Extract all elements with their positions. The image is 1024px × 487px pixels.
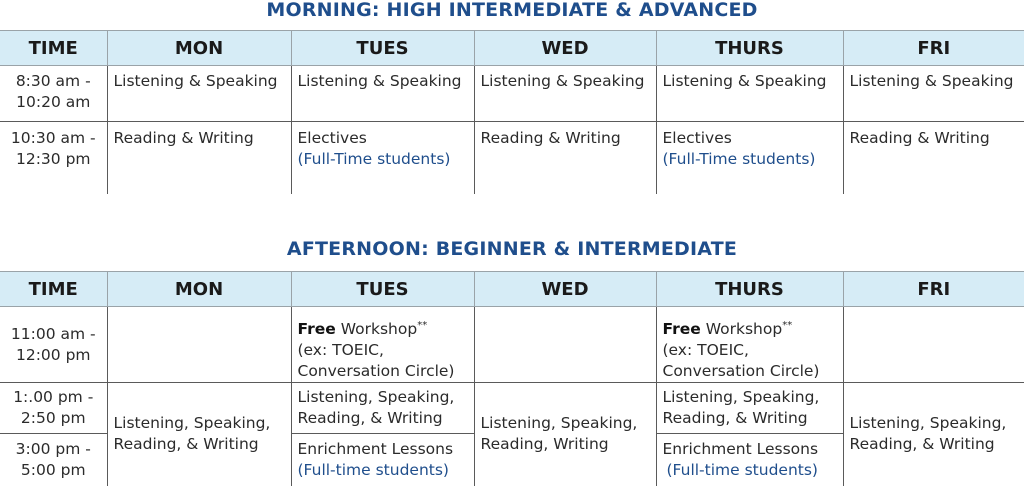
tues-cell bbox=[291, 434, 474, 486]
tues-cell: Listening & Speaking bbox=[291, 66, 474, 122]
header-fri: FRI bbox=[843, 31, 1024, 66]
header-time: TIME bbox=[0, 272, 107, 307]
workshop-line bbox=[298, 315, 468, 340]
free-label: Free bbox=[662, 320, 701, 339]
course-line: Listening, Speaking, bbox=[297, 388, 455, 407]
course-line: Reading, & Writing bbox=[113, 435, 259, 454]
course-line: Listening, Speaking, bbox=[480, 414, 638, 433]
course-line: Listening, Speaking, bbox=[113, 414, 271, 433]
full-time-note: (Full-time students) bbox=[666, 460, 818, 479]
time-cell bbox=[0, 434, 107, 486]
workshop-label: Workshop bbox=[340, 320, 418, 339]
table-row bbox=[0, 307, 1024, 383]
thurs-cell bbox=[656, 122, 843, 194]
morning-schedule-table bbox=[0, 30, 1024, 194]
header-tues: TUES bbox=[291, 272, 474, 307]
time-end: 12:00 pm bbox=[15, 345, 91, 364]
time-start: 11:00 am - bbox=[10, 324, 96, 343]
course-line: Listening, Speaking, bbox=[849, 414, 1007, 433]
wed-cell bbox=[474, 383, 656, 486]
full-time-note: (Full-time students) bbox=[297, 460, 449, 479]
time-cell bbox=[0, 66, 107, 122]
thurs-cell bbox=[656, 307, 843, 383]
header-row bbox=[0, 272, 1024, 307]
mon-cell: Reading & Writing bbox=[107, 122, 291, 194]
time-end: 2:50 pm bbox=[20, 409, 86, 428]
workshop-label: Workshop bbox=[705, 320, 783, 339]
workshop-example: (ex: TOEIC, bbox=[297, 341, 384, 360]
time-start: 3:00 pm - bbox=[15, 439, 91, 458]
morning-section-title: MORNING: HIGH INTERMEDIATE & ADVANCED bbox=[266, 0, 758, 21]
time-cell bbox=[0, 122, 107, 194]
header-wed: WED bbox=[474, 272, 656, 307]
full-time-note: (Full-Time students) bbox=[297, 150, 451, 168]
afternoon-section-title: AFTERNOON: BEGINNER & INTERMEDIATE bbox=[286, 238, 738, 260]
thurs-cell bbox=[656, 434, 843, 486]
time-start: 1:.00 pm - bbox=[13, 388, 94, 407]
workshop-line bbox=[663, 315, 837, 340]
header-time: TIME bbox=[0, 31, 107, 66]
header-fri: FRI bbox=[843, 272, 1024, 307]
header-mon: MON bbox=[107, 272, 291, 307]
fri-cell: Reading & Writing bbox=[843, 122, 1024, 194]
time-end: 10:20 am bbox=[16, 93, 91, 111]
course-label: Electives bbox=[662, 129, 732, 147]
course-line: Reading, & Writing bbox=[662, 409, 808, 428]
time-end: 12:30 pm bbox=[15, 150, 91, 168]
header-tues: TUES bbox=[291, 31, 474, 66]
enrichment-label: Enrichment Lessons bbox=[662, 439, 819, 458]
mon-cell bbox=[107, 383, 291, 486]
thurs-cell bbox=[656, 383, 843, 434]
time-start: 10:30 am - bbox=[10, 129, 96, 147]
course-line: Reading, & Writing bbox=[297, 409, 443, 428]
fri-cell bbox=[843, 307, 1024, 383]
header-thurs: THURS bbox=[656, 272, 843, 307]
tues-cell bbox=[291, 307, 474, 383]
footnote-mark: ** bbox=[782, 320, 793, 331]
workshop-example: Conversation Circle) bbox=[662, 362, 820, 381]
header-wed: WED bbox=[474, 31, 656, 66]
course-line: Reading, Writing bbox=[480, 435, 609, 454]
time-cell bbox=[0, 383, 107, 434]
tues-cell bbox=[291, 122, 474, 194]
workshop-example: (ex: TOEIC, bbox=[662, 341, 749, 360]
fri-cell bbox=[843, 383, 1024, 486]
course-line: Listening, Speaking, bbox=[662, 388, 820, 407]
free-label: Free bbox=[297, 320, 336, 339]
thurs-cell: Listening & Speaking bbox=[656, 66, 843, 122]
time-cell bbox=[0, 307, 107, 383]
wed-cell: Reading & Writing bbox=[474, 122, 656, 194]
tues-cell bbox=[291, 383, 474, 434]
time-start: 8:30 am - bbox=[15, 72, 91, 90]
table-row bbox=[0, 66, 1024, 122]
wed-cell: Listening & Speaking bbox=[474, 66, 656, 122]
mon-cell bbox=[107, 307, 291, 383]
full-time-note: (Full-Time students) bbox=[662, 150, 816, 168]
fri-cell: Listening & Speaking bbox=[843, 66, 1024, 122]
mon-cell: Listening & Speaking bbox=[107, 66, 291, 122]
table-row bbox=[0, 383, 1024, 434]
footnote-mark: ** bbox=[417, 320, 428, 331]
workshop-example: Conversation Circle) bbox=[297, 362, 455, 381]
header-thurs: THURS bbox=[656, 31, 843, 66]
enrichment-label: Enrichment Lessons bbox=[297, 439, 454, 458]
time-end: 5:00 pm bbox=[20, 460, 86, 479]
wed-cell bbox=[474, 307, 656, 383]
header-mon: MON bbox=[107, 31, 291, 66]
afternoon-schedule-table bbox=[0, 271, 1024, 486]
course-label: Electives bbox=[297, 129, 367, 147]
course-line: Reading, & Writing bbox=[849, 435, 995, 454]
table-row bbox=[0, 122, 1024, 194]
header-row bbox=[0, 31, 1024, 66]
